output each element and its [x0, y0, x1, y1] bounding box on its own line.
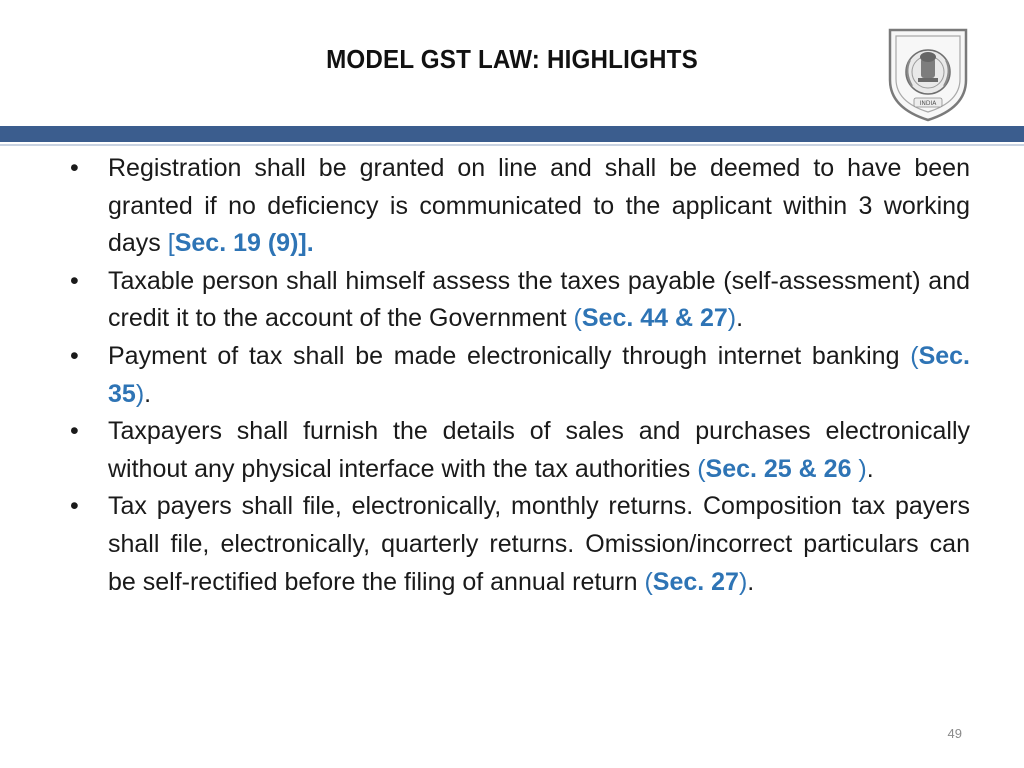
- list-item: • Taxable person shall himself assess the taxes payable (self-assessment) and credit it to the account of the Government (Sec. 44 & 27).: [108, 263, 970, 338]
- bullet-text: Tax payers shall file, electronically, monthly returns. Composition tax payers shall file, electronically, quarterly returns. Omission/incorrect particulars can be self-rectified before the filing of annual return: [108, 492, 970, 596]
- svg-text:INDIA: INDIA: [919, 100, 937, 107]
- bullet-icon: •: [70, 341, 79, 370]
- list-item: [70, 150, 970, 263]
- bullet-icon: •: [70, 492, 79, 521]
- emblem-icon: [884, 24, 972, 124]
- header-divider: [0, 144, 1024, 146]
- list-item: • Taxpayers shall furnish the details of sales and purchases electronically without any physical interface with the tax authorities (Sec. 25 & 26 ).: [108, 413, 970, 488]
- section-reference: (Sec. 27): [644, 567, 748, 596]
- bullet-icon: •: [70, 154, 79, 182]
- bullet-text: Registration shall be granted on line and shall be deemed to have been granted if no deficiency is communicated to the applicant within 3 working days: [108, 154, 970, 258]
- bullet-list: [70, 150, 970, 601]
- list-item: • Tax payers shall file, electronically, monthly returns. Composition tax payers shall file, electronically, quarterly returns. Omission/incorrect particulars can be self-rectified before the filing of annual return (Sec. 27).: [108, 488, 970, 601]
- section-reference: (Sec. 35): [108, 341, 970, 408]
- header-band: [0, 126, 1024, 142]
- section-reference: [Sec. 19 (9)].: [167, 229, 314, 258]
- bullet-text: Taxable person shall himself assess the taxes payable (self-assessment) and credit it to the account of the Government: [108, 266, 970, 333]
- bullet-icon: •: [70, 417, 79, 446]
- section-reference: (Sec. 25 & 26 ): [697, 454, 867, 483]
- bullet-text: Payment of tax shall be made electronically through internet banking: [108, 341, 911, 370]
- bullet-icon: •: [70, 266, 79, 295]
- bullet-text: Taxpayers shall furnish the details of sales and purchases electronically without any physical interface with the tax authorities: [108, 417, 970, 483]
- page-number: 49: [947, 726, 962, 741]
- section-reference: (Sec. 44 & 27): [573, 304, 737, 333]
- list-item: • Payment of tax shall be made electronically through internet banking (Sec. 35).: [108, 338, 970, 413]
- slide-title: MODEL GST LAW: HIGHLIGHTS: [326, 44, 698, 74]
